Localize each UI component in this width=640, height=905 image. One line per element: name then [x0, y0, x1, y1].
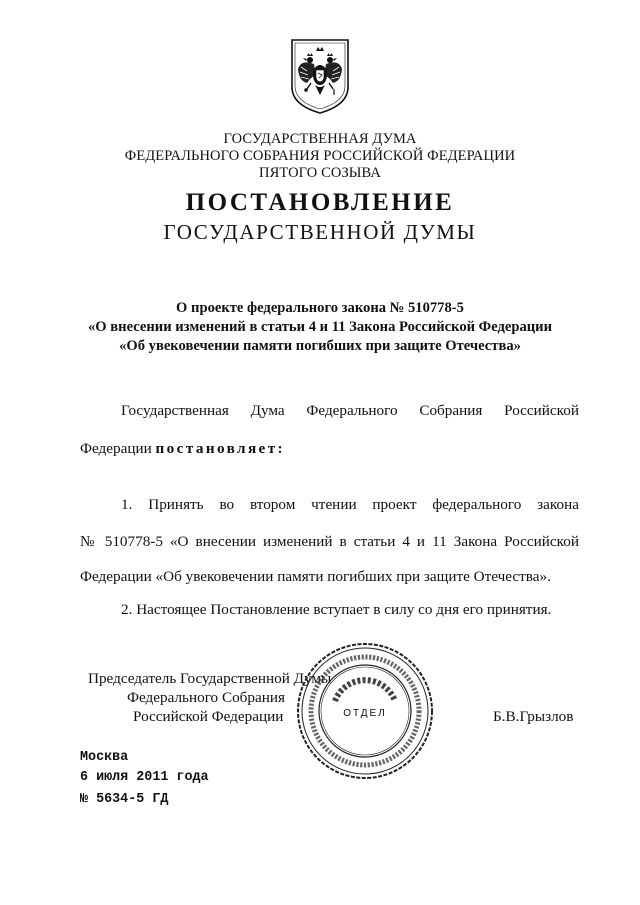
footer-number: № 5634-5 ГД	[80, 792, 169, 807]
resolution-subject	[0, 299, 640, 356]
item-1-line-2: № 510778-5 «О внесении изменений в статьи 4 и 11 Закона Российской	[80, 533, 579, 550]
round-seal-icon	[295, 641, 435, 781]
signatory-title-line-2: Федерального Собрания	[127, 689, 285, 706]
item-1-line-1: 1. Принять во втором чтении проект федерального закона	[121, 496, 579, 513]
item-2-line-1: 2. Настоящее Постановление вступает в силу со дня его принятия.	[121, 601, 552, 618]
subject-line-1: О проекте федерального закона № 510778-5	[176, 300, 464, 316]
double-headed-eagle-icon	[289, 37, 351, 115]
signatory-name: Б.В.Грызлов	[493, 708, 574, 725]
footer-date: 6 июля 2011 года	[80, 770, 209, 785]
coat-of-arms-emblem	[289, 37, 351, 115]
document-title: ПОСТАНОВЛЕНИЕ	[185, 189, 455, 216]
item-1-line-3: Федерации «Об увековечении памяти погибших при защите Отечества».	[80, 568, 551, 585]
header-line-2: ФЕДЕРАЛЬНОГО СОБРАНИЯ РОССИЙСКОЙ ФЕДЕРАЦИИ	[124, 148, 516, 164]
header-line-1: ГОСУДАРСТВЕННАЯ ДУМА	[223, 131, 417, 147]
preamble-line-1: Государственная Дума Федерального Собрания Российской	[121, 402, 579, 419]
preamble-federation: Федерации	[80, 440, 152, 457]
svg-text:ОТДЕЛ: ОТДЕЛ	[343, 708, 387, 719]
document-subtitle: ГОСУДАРСТВЕННОЙ ДУМЫ	[163, 220, 477, 244]
signatory-title-line-3: Российской Федерации	[133, 708, 284, 725]
official-stamp	[295, 641, 435, 781]
issuer-header	[0, 131, 640, 182]
footer-city: Москва	[80, 750, 129, 765]
header-line-3: ПЯТОГО СОЗЫВА	[259, 165, 381, 181]
subject-line-2: «О внесении изменений в статьи 4 и 11 Закона Российской Федерации	[88, 319, 552, 335]
preamble-decree-word: постановляет:	[155, 440, 286, 457]
preamble-line-2	[80, 440, 285, 458]
signatory-title-line-1: Председатель Государственной Думы	[88, 670, 332, 687]
subject-line-3: «Об увековечении памяти погибших при защите Отечества»	[119, 338, 521, 354]
